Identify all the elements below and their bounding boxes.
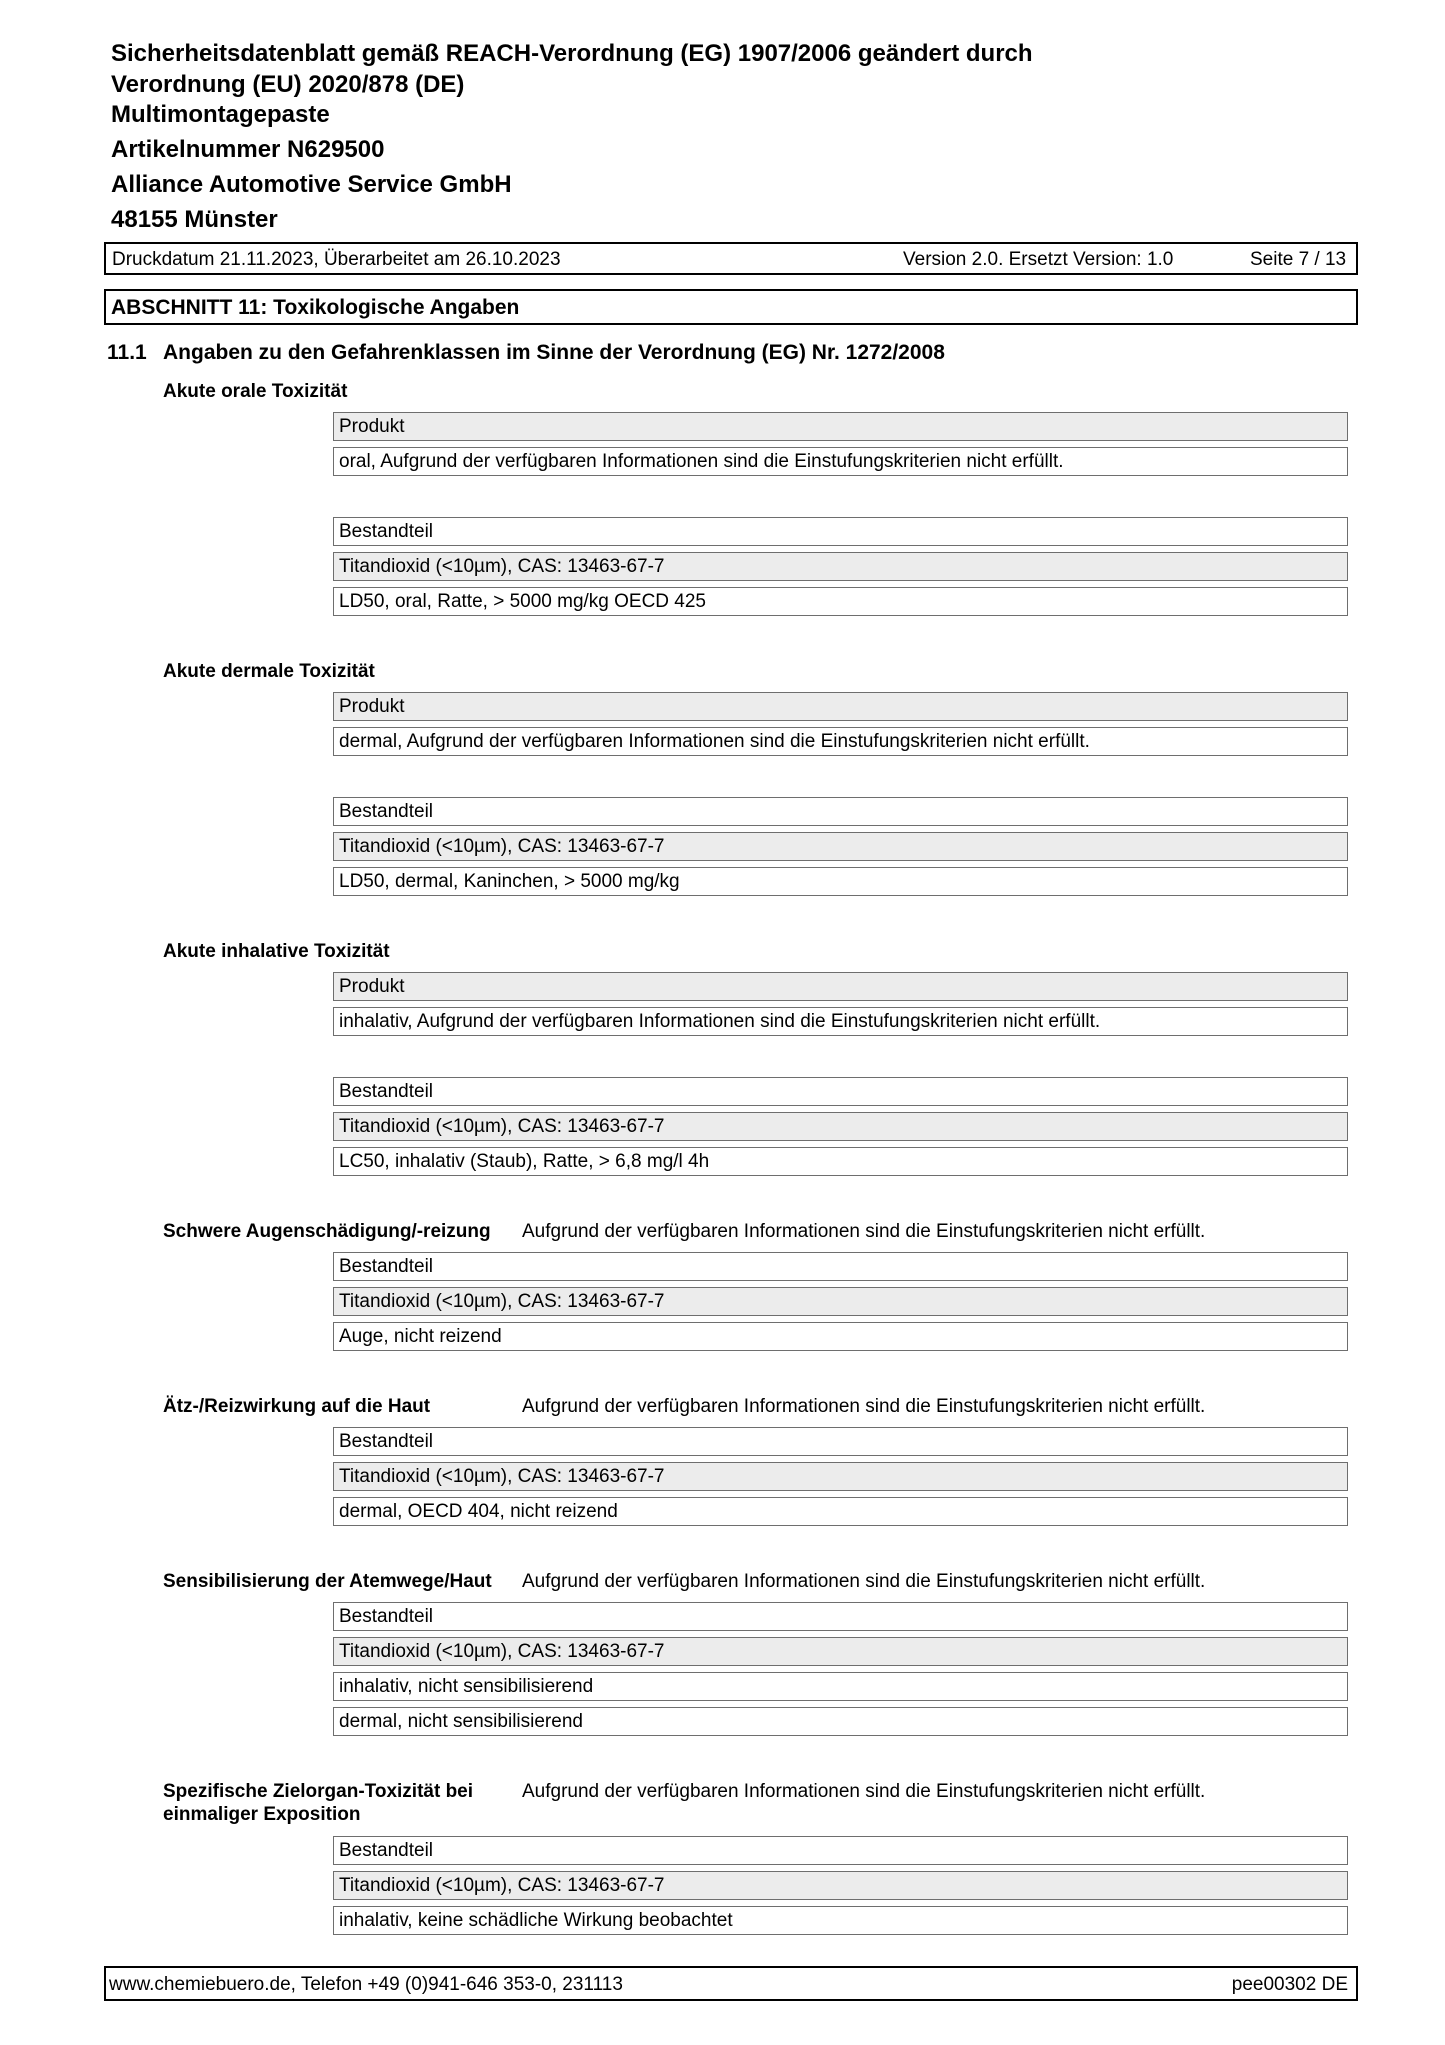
company-city: 48155 Münster <box>111 206 278 233</box>
subsection-number: 11.1 <box>107 341 147 364</box>
sens-component-name: Titandioxid (<10µm), CAS: 13463-67-7 <box>333 1637 1348 1666</box>
eye-component-value: Auge, nicht reizend <box>333 1322 1348 1351</box>
eye-text: Aufgrund der verfügbaren Informationen sind die Einstufungskriterien nicht erfüllt. <box>522 1221 1206 1242</box>
sens-component-value-1: inhalativ, nicht sensibilisierend <box>333 1672 1348 1701</box>
oral-component-header: Bestandteil <box>333 517 1348 546</box>
stot-component-value: inhalativ, keine schädliche Wirkung beobachtet <box>333 1906 1348 1935</box>
footer-contact: www.chemiebuero.de, Telefon +49 (0)941-646 353-0, 231113 <box>109 1974 623 1995</box>
stot-component-header: Bestandteil <box>333 1836 1348 1865</box>
oral-component-name: Titandioxid (<10µm), CAS: 13463-67-7 <box>333 552 1348 581</box>
oral-product-text: oral, Aufgrund der verfügbaren Informationen sind die Einstufungskriterien nicht erfüllt. <box>333 447 1348 476</box>
eye-component-name: Titandioxid (<10µm), CAS: 13463-67-7 <box>333 1287 1348 1316</box>
inhal-product-text: inhalativ, Aufgrund der verfügbaren Informationen sind die Einstufungskriterien nicht erfüllt. <box>333 1007 1348 1036</box>
page-number: Seite 7 / 13 <box>1250 249 1347 270</box>
inhal-label: Akute inhalative Toxizität <box>163 941 390 962</box>
dermal-product-text: dermal, Aufgrund der verfügbaren Informationen sind die Einstufungskriterien nicht erfüllt. <box>333 727 1348 756</box>
print-date: Druckdatum 21.11.2023, Überarbeitet am 26.10.2023 <box>112 249 561 270</box>
dermal-component-value: LD50, dermal, Kaninchen, > 5000 mg/kg <box>333 867 1348 896</box>
dermal-component-header: Bestandteil <box>333 797 1348 826</box>
eye-label: Schwere Augenschädigung/-reizung <box>163 1221 491 1242</box>
footer-code: pee00302 DE <box>1231 1974 1348 1995</box>
dermal-label: Akute dermale Toxizität <box>163 661 375 682</box>
stot-label-line2: einmaliger Exposition <box>163 1804 361 1825</box>
skin-text: Aufgrund der verfügbaren Informationen sind die Einstufungskriterien nicht erfüllt. <box>522 1396 1206 1417</box>
inhal-component-header: Bestandteil <box>333 1077 1348 1106</box>
dermal-component-name: Titandioxid (<10µm), CAS: 13463-67-7 <box>333 832 1348 861</box>
oral-component-value: LD50, oral, Ratte, > 5000 mg/kg OECD 425 <box>333 587 1348 616</box>
sens-text: Aufgrund der verfügbaren Informationen sind die Einstufungskriterien nicht erfüllt. <box>522 1571 1206 1592</box>
company-name: Alliance Automotive Service GmbH <box>111 171 512 198</box>
article-number: Artikelnummer N629500 <box>111 136 385 163</box>
inhal-product-header: Produkt <box>333 972 1348 1001</box>
eye-component-header: Bestandteil <box>333 1252 1348 1281</box>
subsection-title: Angaben zu den Gefahrenklassen im Sinne der Verordnung (EG) Nr. 1272/2008 <box>163 341 945 364</box>
skin-component-value: dermal, OECD 404, nicht reizend <box>333 1497 1348 1526</box>
version-info: Version 2.0. Ersetzt Version: 1.0 <box>903 249 1174 270</box>
oral-product-header: Produkt <box>333 412 1348 441</box>
stot-label-line1: Spezifische Zielorgan-Toxizität bei <box>163 1781 474 1802</box>
dermal-product-header: Produkt <box>333 692 1348 721</box>
sens-component-value-2: dermal, nicht sensibilisierend <box>333 1707 1348 1736</box>
sens-label: Sensibilisierung der Atemwege/Haut <box>163 1571 492 1592</box>
document-title: Sicherheitsdatenblatt gemäß REACH-Verordnung (EG) 1907/2006 geändert durch Verordnung (EU) 2020/878 (DE) <box>111 40 1033 98</box>
section-heading: ABSCHNITT 11: Toxikologische Angaben <box>104 289 1358 325</box>
footer-bar <box>104 1966 1358 2001</box>
subsection-heading <box>107 341 945 365</box>
inhal-component-name: Titandioxid (<10µm), CAS: 13463-67-7 <box>333 1112 1348 1141</box>
inhal-component-value: LC50, inhalativ (Staub), Ratte, > 6,8 mg/l 4h <box>333 1147 1348 1176</box>
product-name: Multimontagepaste <box>111 101 330 128</box>
meta-bar <box>104 242 1358 275</box>
sens-component-header: Bestandteil <box>333 1602 1348 1631</box>
skin-component-name: Titandioxid (<10µm), CAS: 13463-67-7 <box>333 1462 1348 1491</box>
skin-label: Ätz-/Reizwirkung auf die Haut <box>163 1396 431 1417</box>
stot-component-name: Titandioxid (<10µm), CAS: 13463-67-7 <box>333 1871 1348 1900</box>
oral-label: Akute orale Toxizität <box>163 381 348 402</box>
skin-component-header: Bestandteil <box>333 1427 1348 1456</box>
stot-text: Aufgrund der verfügbaren Informationen sind die Einstufungskriterien nicht erfüllt. <box>522 1781 1206 1802</box>
